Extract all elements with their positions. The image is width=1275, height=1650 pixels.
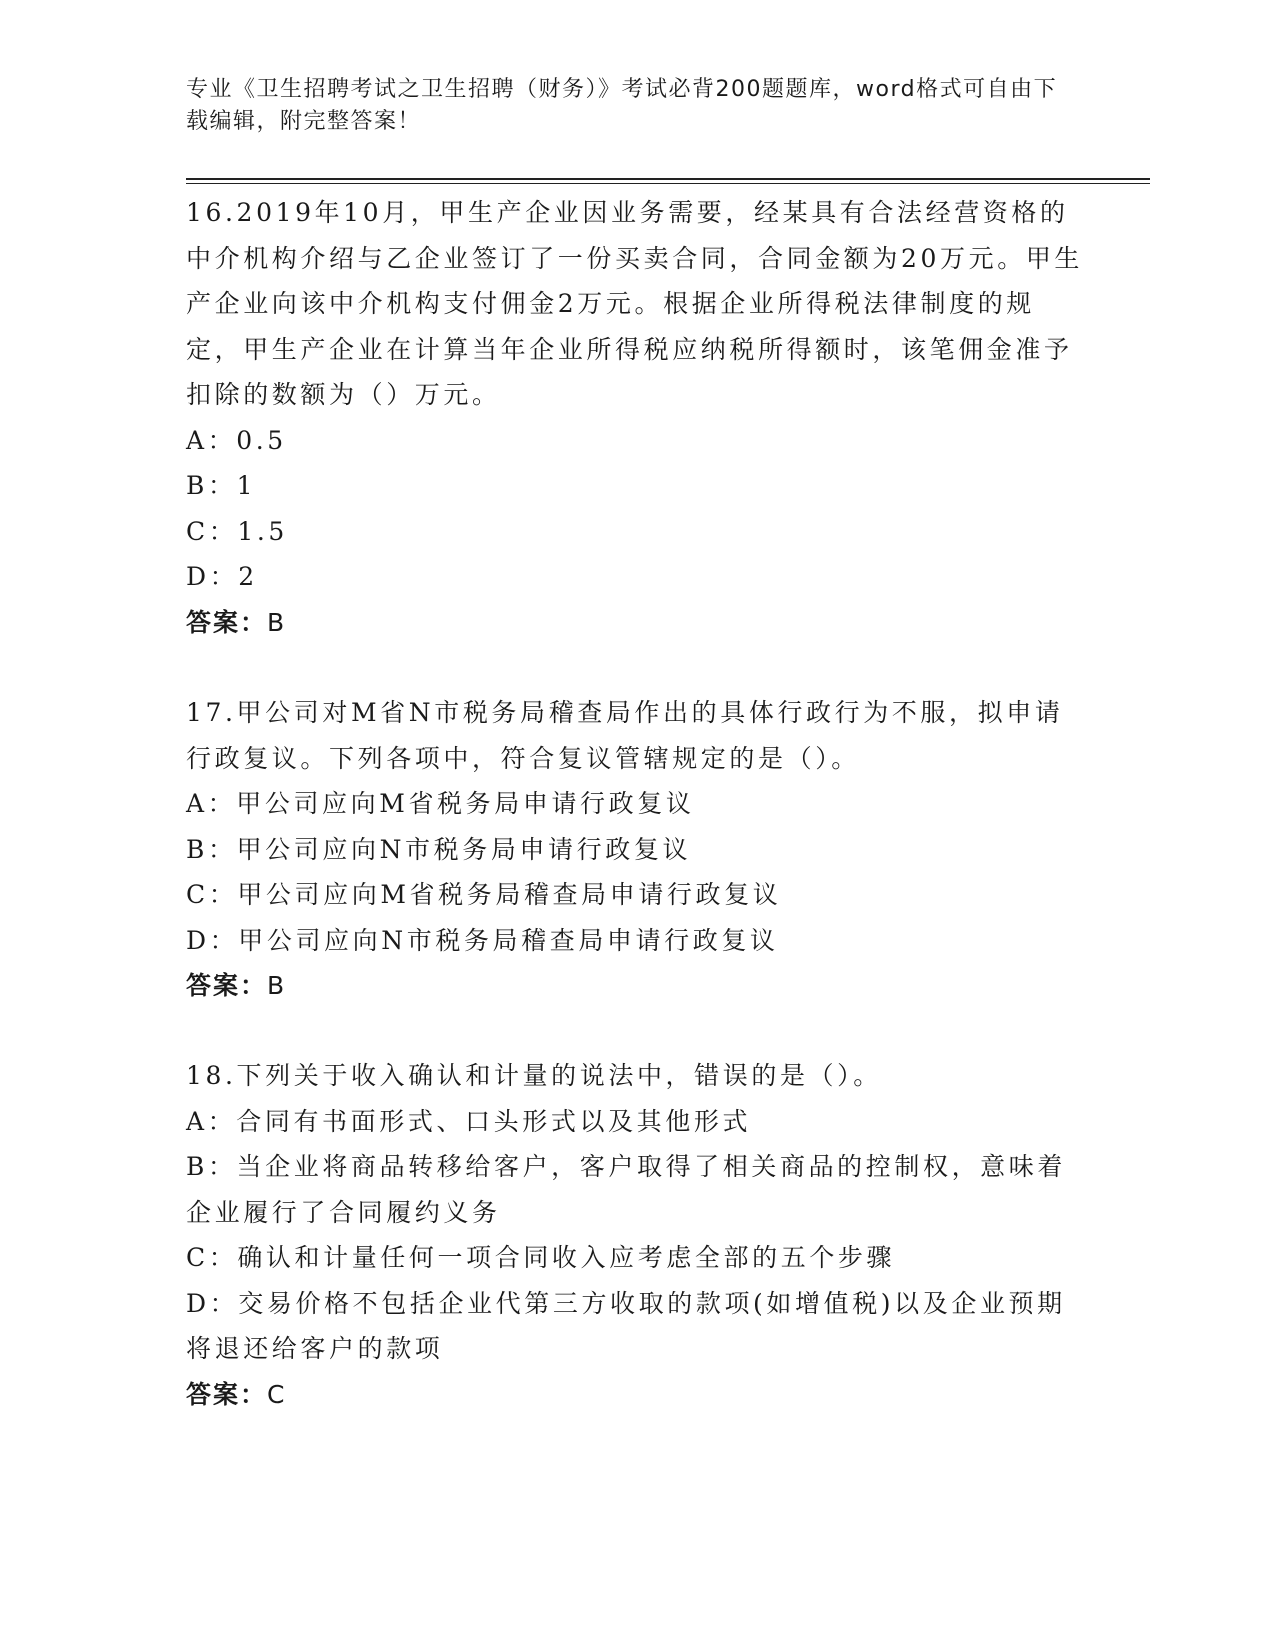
option-a: A：甲公司应向M省税务局申请行政复议 (186, 789, 695, 818)
question-stem: 17.甲公司对M省N市税务局稽查局作出的具体行政行为不服，拟申请行政复议。下列各项中，符合复议管辖规定的是（）。 (186, 698, 1064, 773)
option-d: D：2 (186, 562, 258, 591)
answer-label: 答案： (186, 607, 268, 637)
question-stem: 16.2019年10月，甲生产企业因业务需要，经某具有合法经营资格的中介机构介绍与乙企业签订了一份买卖合同，合同金额为20万元。甲生产企业向该中介机构支付佣金2万元。根据企业所得税法律制度的规定，甲生产企业在计算当年企业所得税应纳税所得额时，该笔佣金准予扣除的数额为（）万元。 (186, 198, 1084, 409)
option-b: B：当企业将商品转移给客户，客户取得了相关商品的控制权，意味着企业履行了合同履约义务 (186, 1152, 1066, 1227)
option-c: C：甲公司应向M省税务局稽查局申请行政复议 (186, 880, 782, 909)
option-d: D：交易价格不包括企业代第三方收取的款项(如增值税)以及企业预期将退还给客户的款项 (186, 1288, 1066, 1363)
answer-value: C (267, 1379, 287, 1409)
header-rule-thick (186, 178, 1150, 180)
option-a: A：0.5 (186, 425, 287, 455)
answer-value: B (267, 607, 287, 637)
option-d: D：甲公司应向N市税务局稽查局申请行政复议 (186, 925, 779, 955)
question-18 (186, 1053, 1086, 1417)
option-c: C：1.5 (186, 516, 288, 546)
header-rule-thin (186, 183, 1150, 184)
answer-line (186, 600, 1086, 646)
answer-line (186, 963, 1086, 1009)
option-a: A：合同有书面形式、口头形式以及其他形式 (186, 1106, 752, 1136)
page-header: 专业《卫生招聘考试之卫生招聘（财务）》考试必背200题题库，word格式可自由下载编辑，附完整答案！ (186, 77, 1058, 134)
answer-label: 答案： (186, 971, 268, 1000)
answer-value: B (267, 971, 287, 1000)
answer-label: 答案： (186, 1379, 268, 1409)
question-16 (186, 190, 1086, 645)
option-b: B：1 (186, 471, 257, 500)
option-c: C：确认和计量任何一项合同收入应考虑全部的五个步骤 (186, 1243, 896, 1272)
question-17 (186, 690, 1086, 1009)
option-b: B：甲公司应向N市税务局申请行政复议 (186, 834, 692, 864)
answer-line (186, 1372, 1086, 1418)
question-stem: 18.下列关于收入确认和计量的说法中，错误的是（）。 (186, 1061, 882, 1090)
